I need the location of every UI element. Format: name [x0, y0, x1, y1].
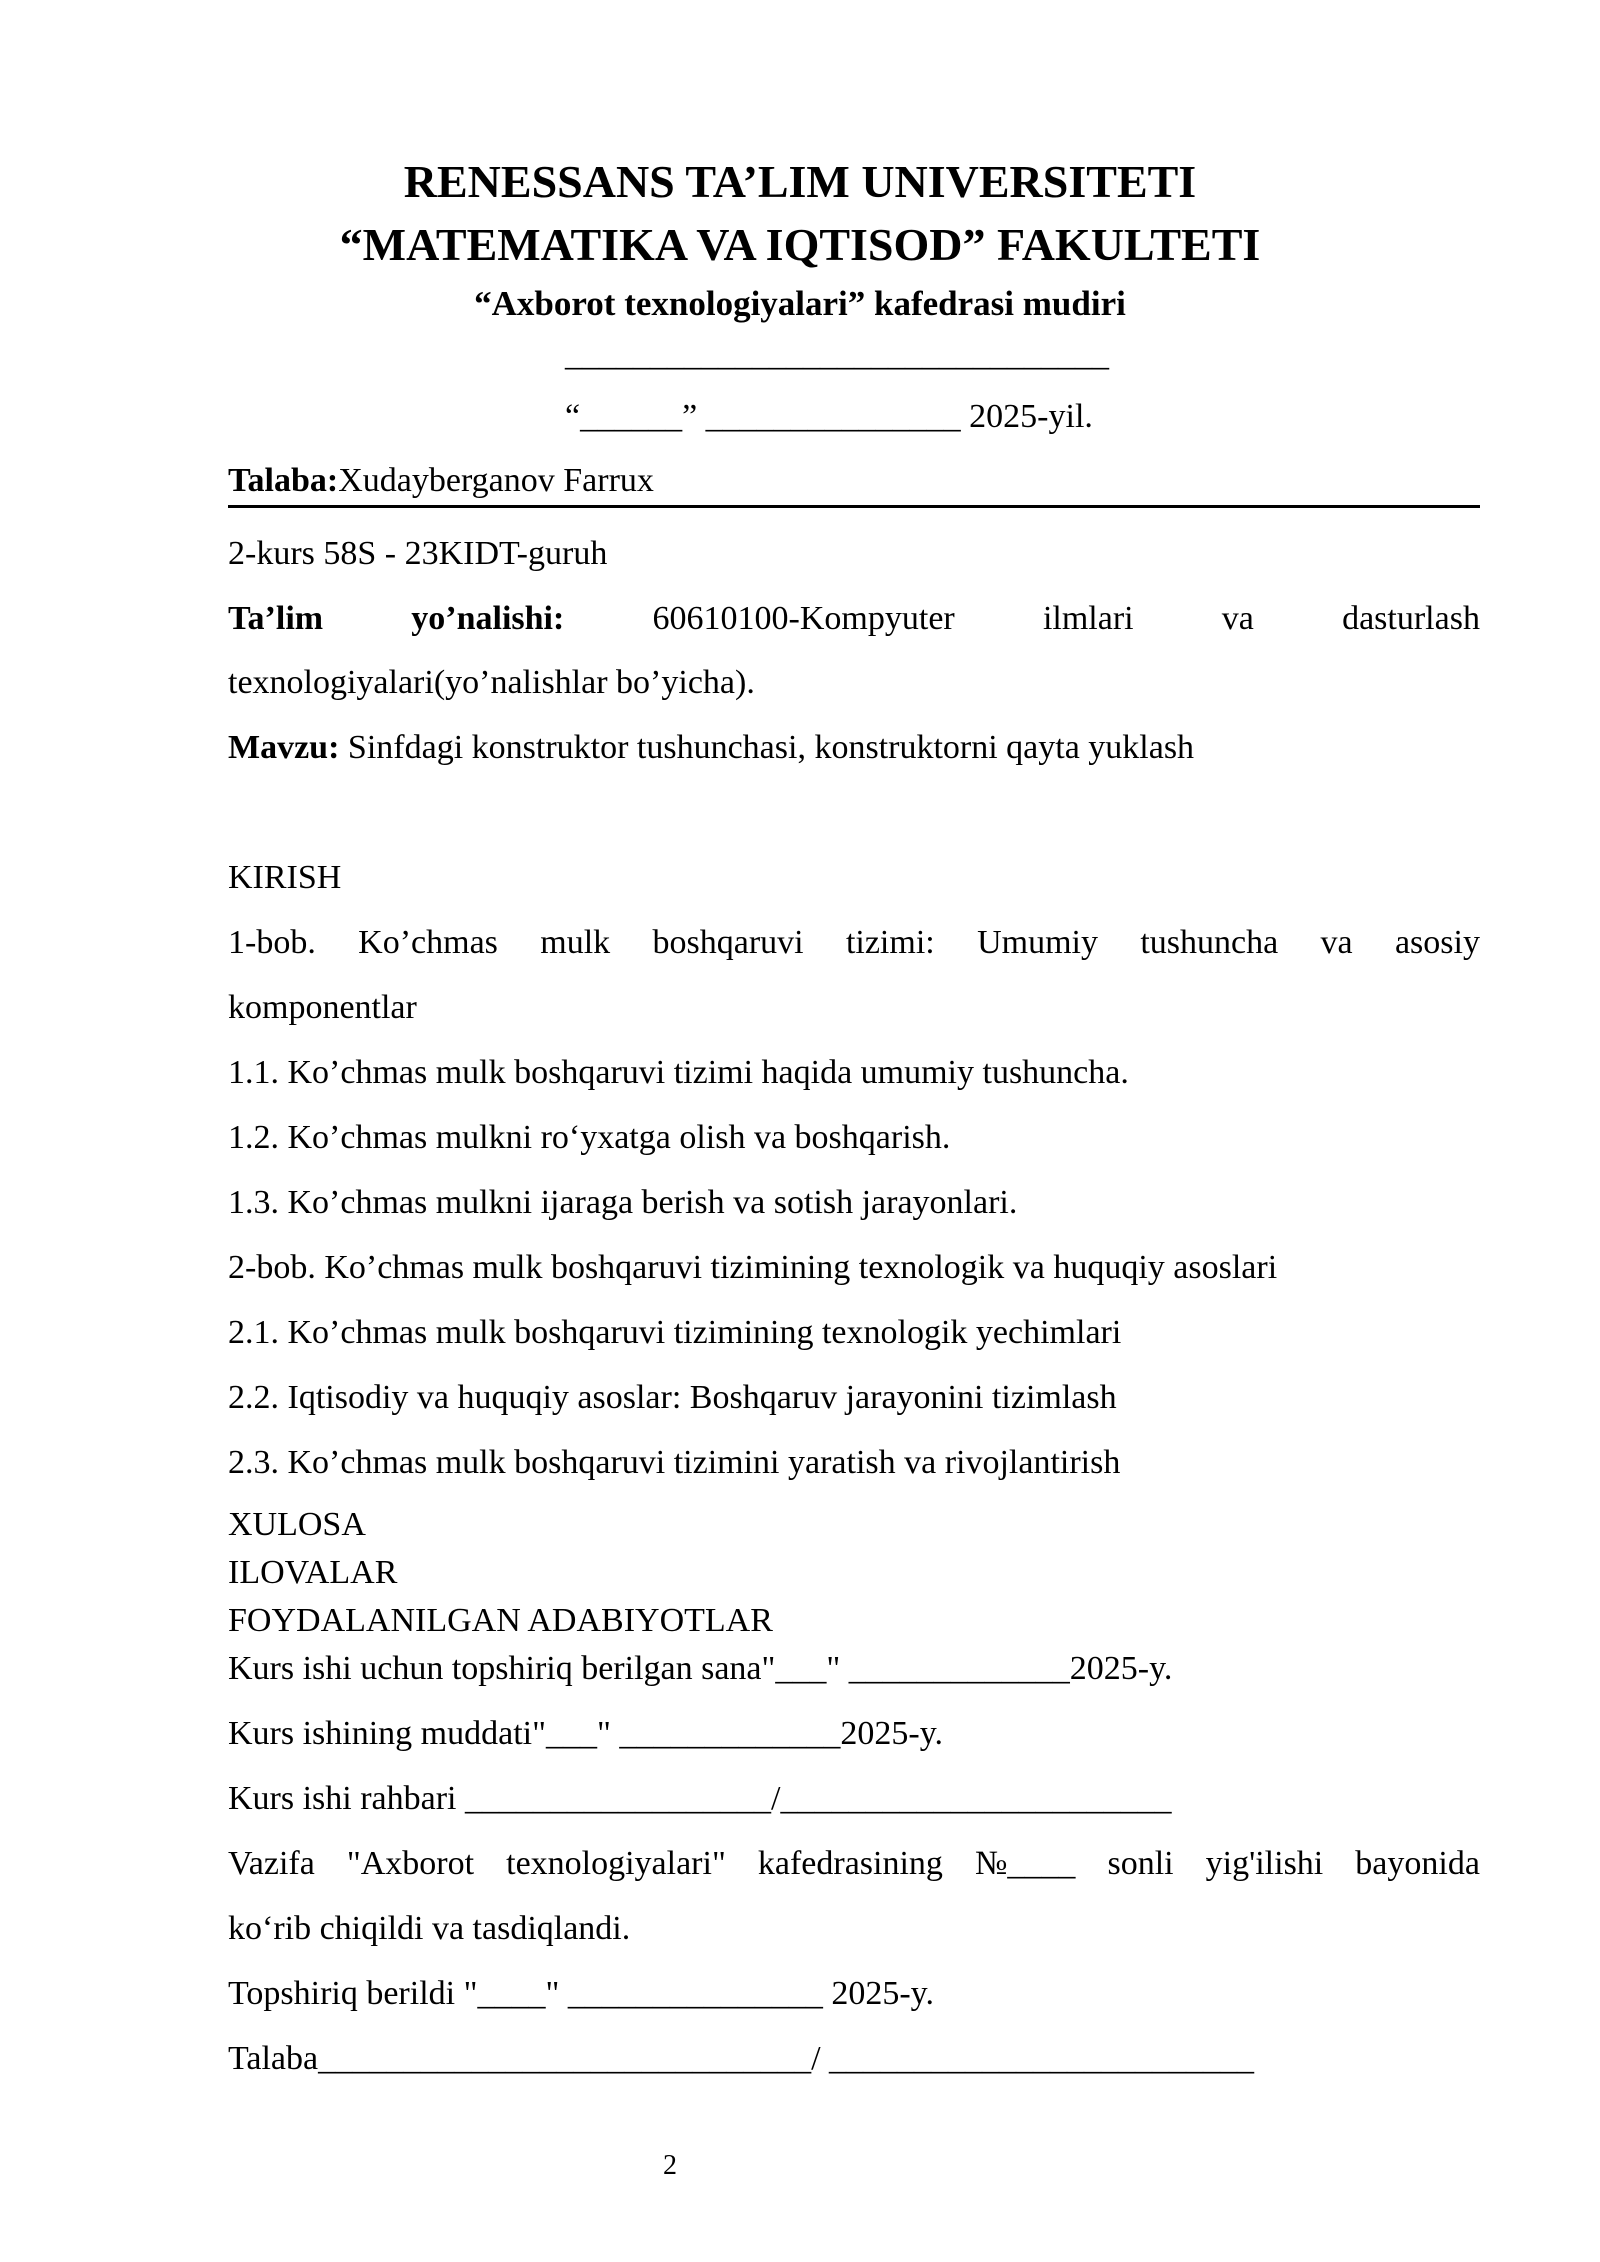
chapter-word: boshqaruvi: [652, 924, 804, 961]
student-group: 2-kurs 58S - 23KIDT-guruh: [228, 535, 608, 572]
contents-item: 2.3. Ko’chmas mulk boshqaruvi tizimini yaratish va rivojlantirish: [228, 1444, 1121, 1481]
approval-line-2: ko‘rib chiqildi va tasdiqlandi.: [228, 1910, 631, 1947]
student-underline: [228, 505, 1480, 508]
contents-item: 1.3. Ko’chmas mulkni ijaraga berish va sotish jarayonlari.: [228, 1184, 1018, 1221]
approval-word: sonli: [1107, 1845, 1174, 1882]
direction-label-word: Ta’lim: [228, 600, 324, 637]
head-signature-line: ________________________________: [565, 336, 1109, 373]
topic-line: [228, 729, 1194, 767]
approval-word: "Axborot: [346, 1845, 475, 1882]
chapter-word: tizimi:: [845, 924, 935, 961]
university-title: RENESSANS TA’LIM UNIVERSITETI: [403, 156, 1197, 207]
topic-text: Sinfdagi konstruktor tushunchasi, konstruktorni qayta yuklash: [339, 729, 1195, 766]
chapter-word: 1-bob.: [228, 924, 316, 961]
contents-item: 2.2. Iqtisodiy va huquqiy asoslar: Boshqaruv jarayonini tizimlash: [228, 1379, 1117, 1416]
task-given-field: Topshiriq berildi "____" _______________ 2025-y.: [228, 1975, 934, 2012]
direction-line-1: [228, 600, 1480, 638]
approval-line-1: [228, 1845, 1480, 1883]
approval-word: kafedrasining: [757, 1845, 943, 1882]
contents-item: 2-bob. Ko’chmas mulk boshqaruvi tizimining texnologik va huquqiy asoslari: [228, 1249, 1278, 1286]
approval-word: Vazifa: [228, 1845, 315, 1882]
direction-word: dasturlash: [1342, 600, 1480, 637]
chapter-word: Ko’chmas: [358, 924, 498, 961]
assigned-date-field: Kurs ishi uchun topshiriq berilgan sana"___" _____________2025-y.: [228, 1650, 1173, 1687]
approval-word: bayonida: [1355, 1845, 1480, 1882]
contents-chapter-1-line-2: komponentlar: [228, 989, 417, 1026]
contents-item: 1.1. Ko’chmas mulk boshqaruvi tizimi haqida umumiy tushuncha.: [228, 1054, 1129, 1091]
approval-word: texnologiyalari": [506, 1845, 726, 1882]
chapter-word: tushuncha: [1140, 924, 1279, 961]
page-number: 2: [663, 2150, 677, 2181]
approval-word: yig'ilishi: [1205, 1845, 1324, 1882]
contents-references: FOYDALANILGAN ADABIYOTLAR: [228, 1602, 773, 1639]
contents-item: 1.2. Ko’chmas mulkni ro‘yxatga olish va boshqarish.: [228, 1119, 951, 1156]
student-label: Talaba:: [228, 462, 339, 499]
contents-item: 2.1. Ko’chmas mulk boshqaruvi tizimining texnologik yechimlari: [228, 1314, 1122, 1351]
approval-date-line: “______” _______________ 2025-yil.: [565, 398, 1093, 435]
contents-chapter-1: [228, 924, 1480, 962]
chapter-word: va: [1320, 924, 1353, 961]
chapter-word: Umumiy: [977, 924, 1098, 961]
direction-word: 60610100-Kompyuter: [652, 600, 955, 637]
direction-line-2: texnologiyalari(yo’nalishlar bo’yicha).: [228, 664, 755, 701]
topic-label: Mavzu:: [228, 729, 340, 766]
chapter-word: mulk: [540, 924, 611, 961]
supervisor-field: Kurs ishi rahbari __________________/_______________________: [228, 1780, 1172, 1817]
faculty-title: “MATEMATIKA VA IQTISOD” FAKULTETI: [339, 219, 1261, 270]
student-line: [228, 462, 654, 500]
contents-appendices: ILOVALAR: [228, 1554, 398, 1591]
student-name: Xudayberganov Farrux: [338, 462, 654, 499]
direction-word: va: [1221, 600, 1254, 637]
contents-intro: KIRISH: [228, 859, 342, 896]
contents-conclusion: XULOSA: [228, 1506, 366, 1543]
chapter-word: asosiy: [1394, 924, 1480, 961]
department-head-title: “Axborot texnologiyalari” kafedrasi mudiri: [474, 284, 1126, 323]
deadline-field: Kurs ishining muddati"___" _____________2025-y.: [228, 1715, 943, 1752]
approval-word: №____: [974, 1845, 1076, 1882]
student-signature-field: Talaba_____________________________/ _________________________: [228, 2040, 1255, 2077]
direction-label-word: yo’nalishi:: [411, 600, 565, 637]
direction-word: ilmlari: [1042, 600, 1134, 637]
